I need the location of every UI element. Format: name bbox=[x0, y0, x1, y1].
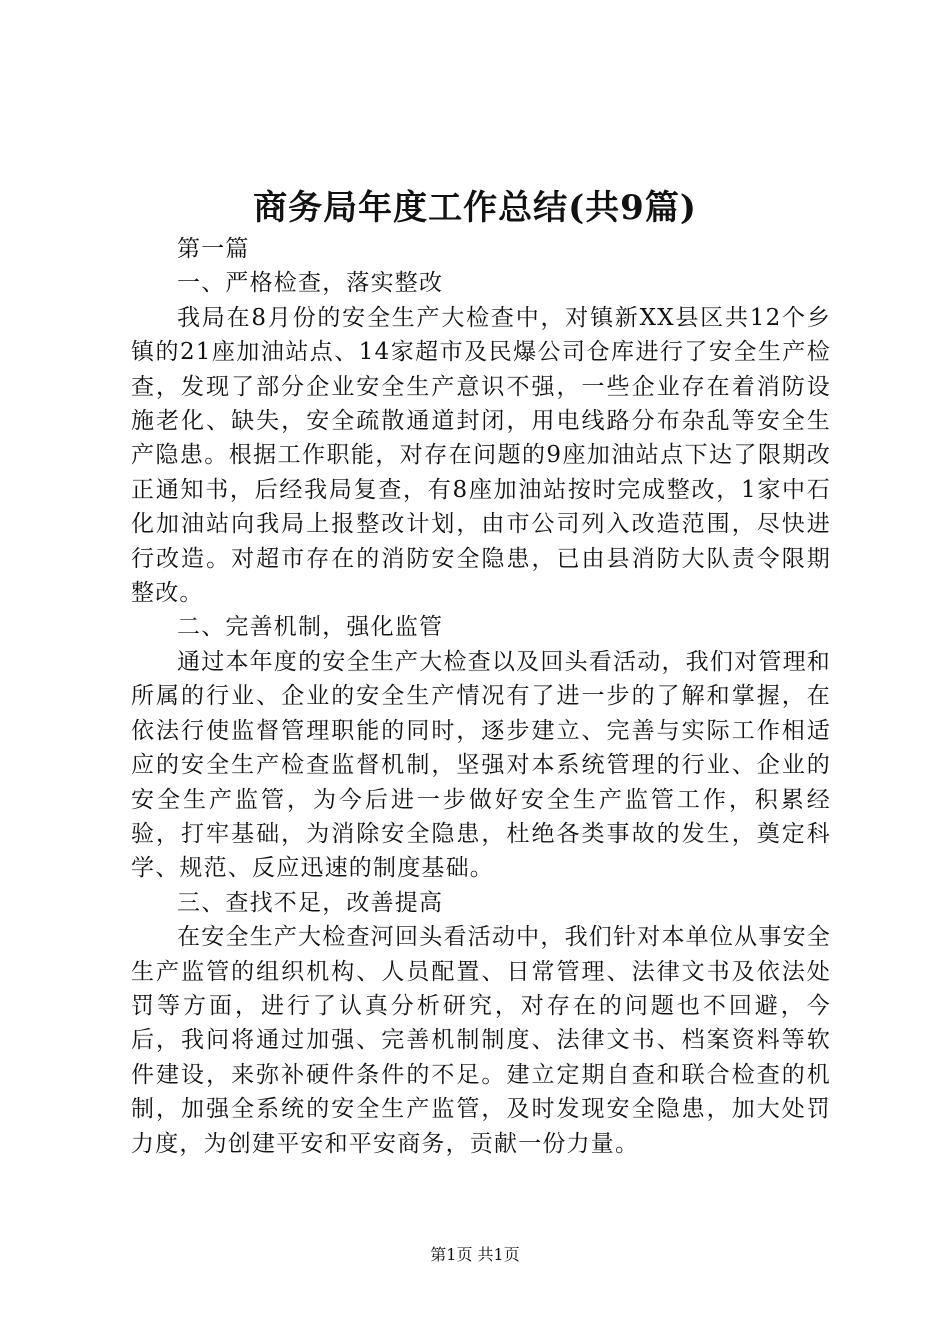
body-paragraph: 通过本年度的安全生产大检查以及回头看活动，我们对管理和所属的行业、企业的安全生产情况有了进一步的了解和掌握，在依法行使监督管理职能的同时，逐步建立、完善与实际工作相适应的安全生产检查监督机制，坚强对本系统管理的行业、企业的安全生产监管，为今后进一步做好安全生产监管工作，积累经验，打牢基础，为消除安全隐患，杜绝各类事故的发生，奠定科学、规范、反应迅速的制度基础。 bbox=[131, 648, 831, 882]
document-title: 商务局年度工作总结(共9篇) bbox=[253, 188, 697, 228]
document-body bbox=[131, 232, 831, 1161]
subsection-heading: 三、查找不足，改善提高 bbox=[177, 889, 444, 916]
subsection-heading: 一、严格检查，落实整改 bbox=[177, 270, 444, 297]
section-heading: 第一篇 bbox=[177, 236, 250, 262]
body-paragraph: 我局在8月份的安全生产大检查中，对镇新XX县区共12个乡镇的21座加油站点、14家超市及民爆公司仓库进行了安全生产检查，发现了部分企业安全生产意识不强，一些企业存在着消防设施老化、缺失，安全疏散通道封闭，用电线路分布杂乱等安全生产隐患。根据工作职能，对存在问题的9座加油站点下达了限期改正通知书，后经我局复查，有8座加油站按时完成整改，1家中石化加油站向我局上报整改计划，由市公司列入改造范围，尽快进行改造。对超市存在的消防安全隐患，已由县消防大队责令限期整改。 bbox=[131, 304, 831, 607]
body-paragraph: 在安全生产大检查河回头看活动中，我们针对本单位从事安全生产监管的组织机构、人员配置、日常管理、法律文书及依法处罚等方面，进行了认真分析研究，对存在的问题也不回避，今后，我问将通过加强、完善机制制度、法律文书、档案资料等软件建设，来弥补硬件条件的不足。建立定期自查和联合检查的机制，加强全系统的安全生产监管，及时发现安全隐患，加大处罚力度，为创建平安和平安商务，贡献一份力量。 bbox=[131, 924, 831, 1157]
subsection-heading: 二、完善机制，强化监管 bbox=[177, 614, 444, 641]
page-footer: 第1页 共1页 bbox=[430, 1245, 520, 1264]
